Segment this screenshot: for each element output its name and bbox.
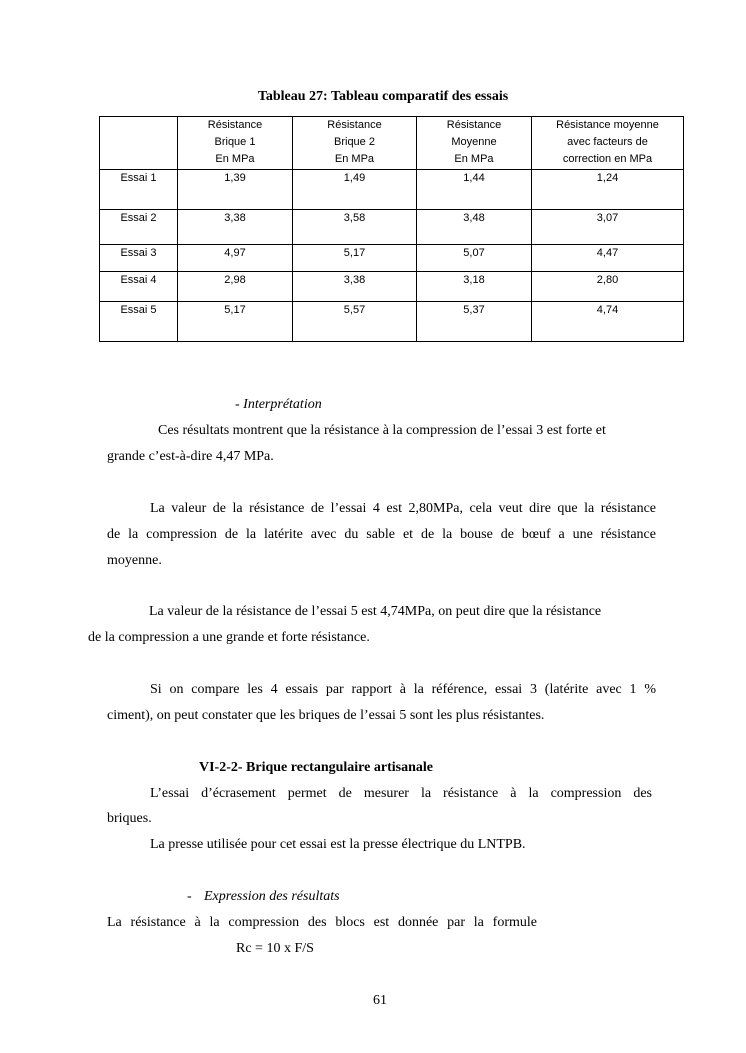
table-cell: 1,44 [417,170,532,210]
paragraph-line: ciment), on peut constater que les briques de l’essai 5 sont les plus résistantes. [107,708,545,723]
table-cell: 2,98 [178,272,293,302]
paragraph-line: de la compression de la latérite avec du sable et de la bouse de bœuf a une résistance [107,527,656,542]
table-cell: 3,07 [532,210,684,245]
subheading-dash: - [187,889,192,904]
table-cell: 2,80 [532,272,684,302]
page-number: 61 [373,993,387,1008]
table-row-label: Essai 3 [100,245,178,272]
paragraph-line: grande c’est-à-dire 4,47 MPa. [107,449,274,464]
table-header-cell: Résistance Moyenne En MPa [417,117,532,170]
table-cell: 5,37 [417,302,532,342]
paragraph-line: Ces résultats montrent que la résistance à la compression de l’essai 3 est forte et [158,423,606,438]
table-cell: 3,48 [417,210,532,245]
table-header-empty [100,117,178,170]
subheading: Expression des résultats [204,889,340,904]
table-cell: 5,17 [178,302,293,342]
table-row-label: Essai 1 [100,170,178,210]
table-cell: 3,38 [293,272,417,302]
table-cell: 5,17 [293,245,417,272]
paragraph-line: La presse utilisée pour cet essai est la presse électrique du LNTPB. [150,837,526,852]
paragraph-line: La valeur de la résistance de l’essai 5 est 4,74MPa, on peut dire que la résistance [149,604,602,619]
table-row [100,170,684,210]
table-cell: 1,39 [178,170,293,210]
paragraph-line: La valeur de la résistance de l’essai 4 est 2,80MPa, cela veut dire que la résistance [150,501,656,516]
formula: Rc = 10 x F/S [236,941,314,956]
paragraph-line: moyenne. [107,553,162,568]
table-row [100,245,684,272]
paragraph-line: de la compression a une grande et forte résistance. [88,630,370,645]
table-cell: 3,18 [417,272,532,302]
table-header-cell: Résistance Brique 1 En MPa [178,117,293,170]
table-row [100,302,684,342]
table-header-cell: Résistance moyenne avec facteurs de correction en MPa [532,117,684,170]
table-header-cell: Résistance Brique 2 En MPa [293,117,417,170]
table-row [100,210,684,245]
table-cell: 3,38 [178,210,293,245]
table-cell: 3,58 [293,210,417,245]
table-row [100,272,684,302]
table-row-label: Essai 5 [100,302,178,342]
paragraph-line: Si on compare les 4 essais par rapport à la référence, essai 3 (latérite avec 1 % [150,682,656,697]
table-cell: 4,97 [178,245,293,272]
table-row-label: Essai 4 [100,272,178,302]
comparison-table [99,116,684,342]
section-title: VI-2-2- Brique rectangulaire artisanale [199,760,433,775]
table-row-label: Essai 2 [100,210,178,245]
paragraph-line: briques. [107,811,152,826]
table-caption: Tableau 27: Tableau comparatif des essais [257,89,509,104]
table-cell: 1,24 [532,170,684,210]
interpretation-heading: - Interprétation [235,397,322,412]
table-cell: 5,07 [417,245,532,272]
table-cell: 5,57 [293,302,417,342]
formula-intro: La résistance à la compression des blocs est donnée par la formule [107,915,537,930]
table-cell: 4,47 [532,245,684,272]
table-header-row [100,117,684,170]
table-cell: 1,49 [293,170,417,210]
table-cell: 4,74 [532,302,684,342]
paragraph-line: L’essai d’écrasement permet de mesurer la résistance à la compression des [150,786,652,801]
